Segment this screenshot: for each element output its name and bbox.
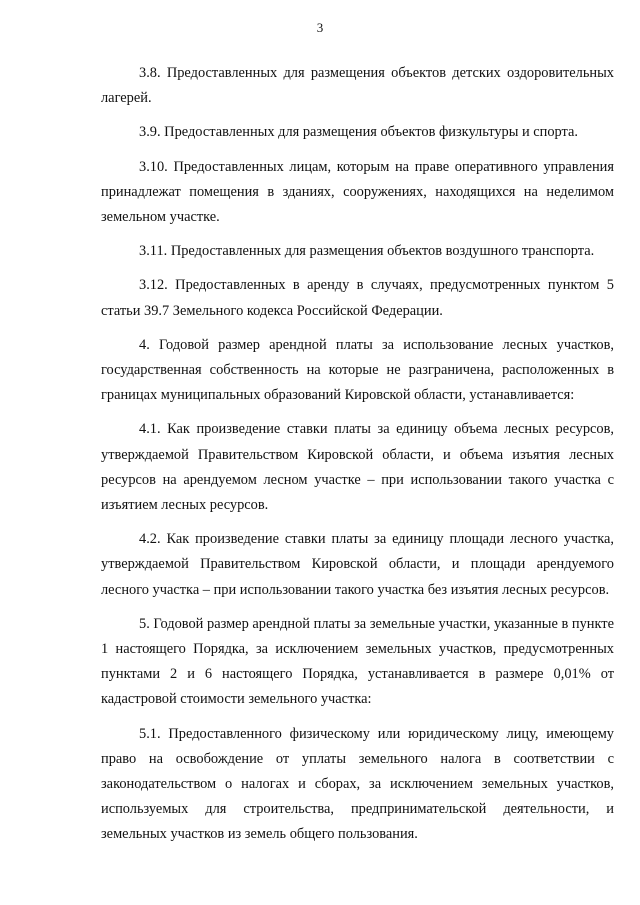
paragraph-3-11: 3.11. Предоставленных для размещения объектов воздушного транспорта. xyxy=(139,243,595,260)
paragraph-5-1: 5.1. Предоставленного физическому или юридическому лицу, имеющему право на освобождение от уплаты земельного налога в соответствии с законодательством о налогах и сборах, за исключением земельных участков, используемых для строительства, предпринимательской деятельности, и земельных участков из земель общего пользования. xyxy=(101,725,614,843)
paragraph-3-9: 3.9. Предоставленных для размещения объектов физкультуры и спорта. xyxy=(139,124,579,141)
paragraph-5: 5. Годовой размер арендной платы за земельные участки, указанные в пункте 1 настоящего Порядка, за исключением земельных участков, предусмотренных пунктами 2 и 6 настоящего Порядка, устанавливается в размере 0,01% от кадастровой стоимости земельного участка: xyxy=(101,615,614,708)
paragraph-4-1: 4.1. Как произведение ставки платы за единицу объема лесных ресурсов, утверждаемой Правительством Кировской области, и объема изъятия лесных ресурсов на арендуемом лесном участке – при использовании такого участка с изъятием лесных ресурсов. xyxy=(101,421,614,514)
paragraph-3-10: 3.10. Предоставленных лицам, которым на праве оперативного управления принадлежат помещения в зданиях, сооружениях, находящихся на неделимом земельном участке. xyxy=(101,158,614,226)
paragraph-3-8: 3.8. Предоставленных для размещения объектов детских оздоровительных лагерей. xyxy=(101,65,614,107)
paragraph-4: 4. Годовой размер арендной платы за использование лесных участков, государственная собственность на которые не разграничена, расположенных в границах муниципальных образований Кировской области, устанавливается: xyxy=(101,336,614,404)
paragraph-3-12: 3.12. Предоставленных в аренду в случаях, предусмотренных пунктом 5 статьи 39.7 Земельного кодекса Российской Федерации. xyxy=(101,277,614,319)
document-body xyxy=(101,61,614,857)
paragraph-4-2: 4.2. Как произведение ставки платы за единицу площади лесного участка, утверждаемой Правительством Кировской области, и площади арендуемого лесного участка – при использовании такого участка без изъятия лесных ресурсов. xyxy=(101,531,614,598)
page-number: 3 xyxy=(316,20,324,35)
